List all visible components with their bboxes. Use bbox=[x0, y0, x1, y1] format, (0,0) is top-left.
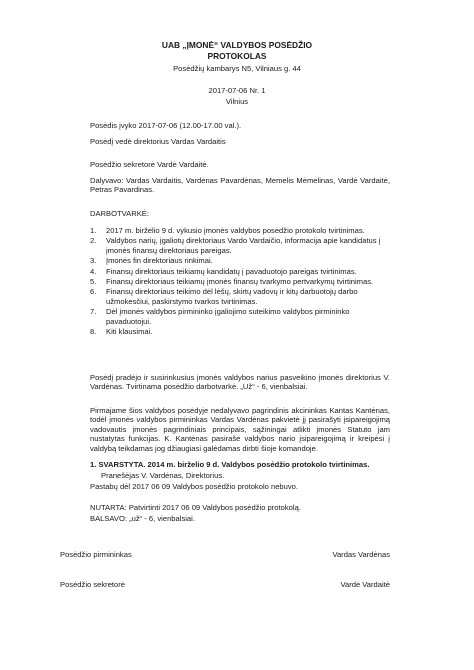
agenda-item bbox=[90, 267, 390, 276]
signature-row-secretary bbox=[60, 580, 390, 589]
agenda-item-number: 1. bbox=[90, 226, 97, 235]
signature-name: Vardė Vardaitė bbox=[340, 580, 390, 589]
meeting-chair: Posėdį vedė direktorius Vardas Vardaitis bbox=[90, 137, 226, 146]
city: Vilnius bbox=[225, 97, 249, 106]
agenda-item-number: 3. bbox=[90, 256, 97, 266]
agenda-item bbox=[90, 287, 390, 306]
meeting-held: Posėdis įvyko 2017-07-06 (12.00-17.00 val.). bbox=[90, 121, 242, 130]
meeting-secretary: Posėdžio sekretorė Vardė Vardaitė. bbox=[90, 160, 209, 169]
document-title: UAB „ĮMONĖ“ VALDYBOS POSĖDŽIO bbox=[161, 40, 313, 50]
agenda-item-text: 2017 m. birželio 9 d. vykusio įmonės valdybos posėdžio protokolo tvirtinimas. bbox=[106, 226, 365, 235]
agenda-item-number: 7. bbox=[90, 307, 97, 317]
vote-result: BALSAVO: „už“ - 6, vienbalsiai. bbox=[90, 514, 195, 523]
agenda-item-text: Kiti klausimai. bbox=[106, 327, 153, 337]
signature-role: Posėdžio sekretorė bbox=[60, 580, 126, 589]
agenda-item-text: Finansų direktoriaus teikiamų kandidatų į pavaduotojo pareigas tvirtinimas. bbox=[106, 266, 357, 276]
agenda-item bbox=[90, 307, 390, 326]
agenda-item bbox=[90, 226, 390, 235]
agenda-item bbox=[90, 236, 390, 255]
resolution: NUTARTA: Patvirtinti 2017 06 09 Valdybos posėdžio protokolą. bbox=[90, 503, 301, 512]
document-subtitle: PROTOKOLAS bbox=[207, 51, 267, 61]
agenda-item-text: Finansų direktoriaus teikimo dėl lėšų, skirtų vadovų ir kitų darbuotojų darbo užmokesčiui, paskirstymo tvarkos tvirtinimas. bbox=[106, 287, 358, 306]
agenda-item-text: Finansų direktoriaus teikiamų įmonės finansų tvarkymo pertvarkymų tvirtinimas. bbox=[106, 277, 374, 287]
signature-name: Vardas Vardėnas bbox=[332, 550, 390, 559]
chairman-note: Pirmajame šios valdybos posėdyje nedalyvavo pagrindinis akcininkas Kantas Kantėnas, todėl įmonės valdybos pirmininkas Vardas Vardėnas pakvietė jį pasirašyti įsipareigojimą vadovautis įmonės pagrindiniais principais, sąžiningai atlikti įmonės Statuto jam nustatytas funkcijas. K. Kantėnas pasirašė valdybos nario įsipareigojimą ir kreipėsi į valdybą teikdamas jog džiaugiasi galėdamas dirbti šioje komandoje. bbox=[90, 406, 390, 453]
date-number: 2017-07-06 Nr. 1 bbox=[208, 86, 266, 95]
agenda-item-number: 6. bbox=[90, 287, 97, 297]
participants: Dalyvavo: Vardas Vardaitis, Vardėnas Pavardėnas, Memelis Mėmelinas, Vardė Vardaitė, Petras Pavardinas. bbox=[90, 176, 390, 195]
agenda-list bbox=[90, 226, 390, 336]
discussion-speaker: Pranešėjas V. Vardėnas, Direktorius. bbox=[101, 471, 225, 480]
agenda-item-text: Įmonės fin direktoriaus rinkimai. bbox=[106, 256, 213, 266]
signature-role: Posėdžio pirmininkas bbox=[60, 550, 132, 559]
agenda-item-number: 8. bbox=[90, 327, 97, 337]
agenda-item-number: 5. bbox=[90, 277, 97, 287]
opening-paragraph: Posėdį pradėjo ir susirinkusius įmonės valdybos narius pasveikino įmonės direktorius V. Vardėnas. Tvirtinama posėdžio darbotvarkė. „Už“ - 6, vienbalsiai. bbox=[90, 373, 390, 392]
agenda-item bbox=[90, 277, 390, 286]
discussion-remark: Pastabų dėl 2017 06 09 Valdybos posėdžio protokolo nebuvo. bbox=[90, 482, 298, 491]
meeting-address: Posėdžių kambarys N5, Vilniaus g. 44 bbox=[173, 64, 301, 73]
agenda-item-text: Valdybos narių, įgaliotų direktoriaus Vardo Vardaičio, informacija apie kandidatus į įmonės finansų direktoriaus pareigas. bbox=[106, 236, 381, 255]
agenda-item bbox=[90, 256, 390, 265]
agenda-item-text: Dėl įmonės valdybos pirmininko įgaliojimo suteikimo valdybos pirmininko pavaduotojui. bbox=[106, 307, 350, 326]
signature-row-chair bbox=[60, 550, 390, 559]
agenda-item-number: 2. bbox=[90, 236, 97, 246]
agenda-heading: DARBOTVARKĖ: bbox=[90, 209, 149, 218]
agenda-item-number: 4. bbox=[90, 266, 97, 276]
agenda-item bbox=[90, 327, 390, 336]
discussion-heading: 1. SVARSTYTA. 2014 m. birželio 9 d. Valdybos posėdžio protokolo tvirtinimas. bbox=[90, 460, 370, 469]
